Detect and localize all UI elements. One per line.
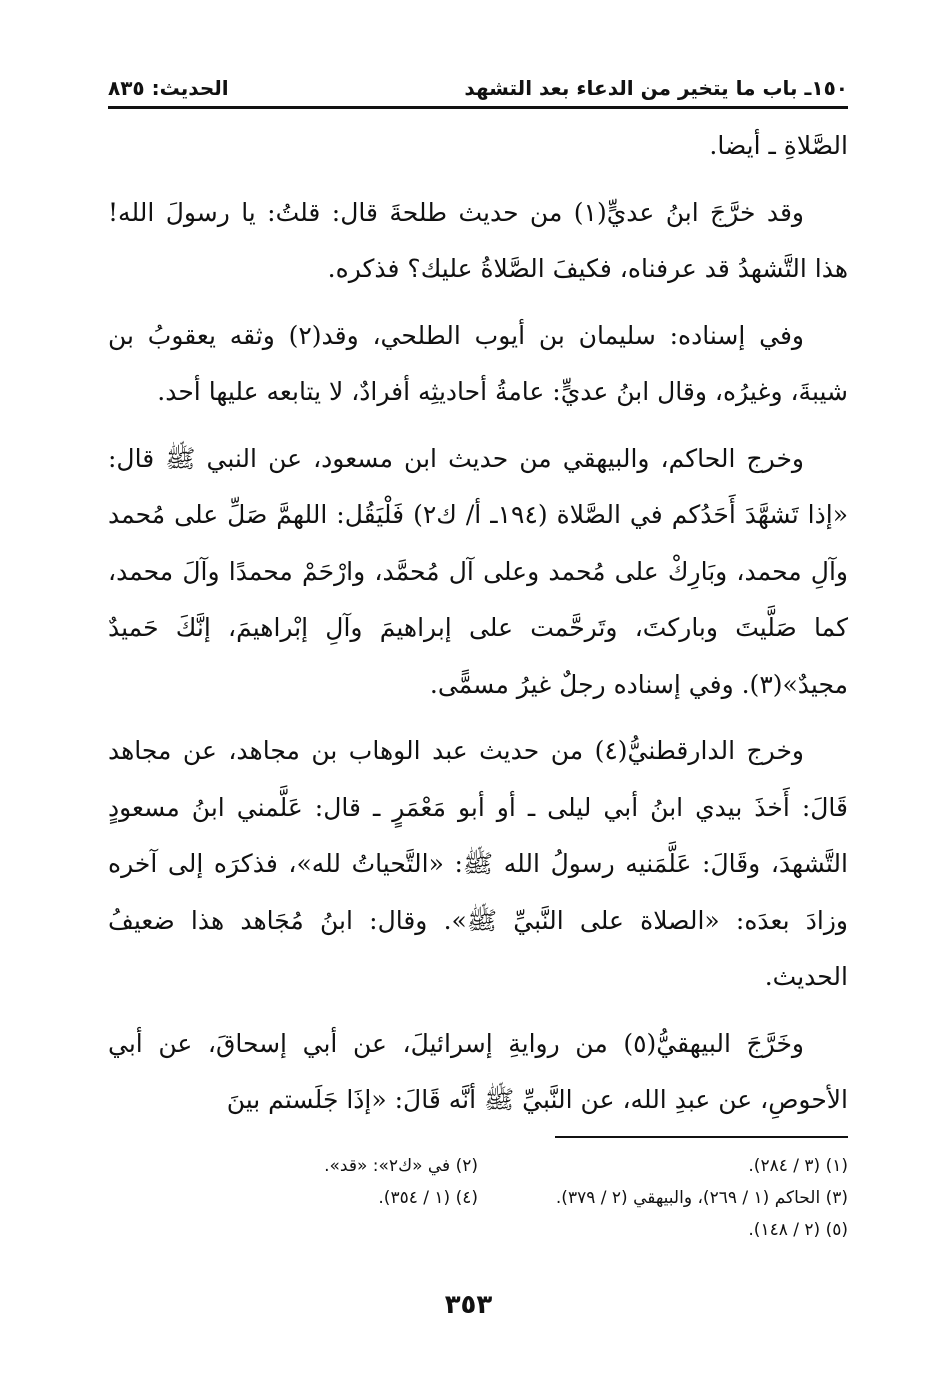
paragraph: وقد خرَّجَ ابنُ عديٍّ(١) من حديث طلحةَ قال: قلتُ: يا رسولَ الله! هذا التَّشهدُ قد عرفناه، فكيفَ الصَّلاةُ عليك؟ فذكره. <box>108 197 848 283</box>
footnote: (٣) الحاكم (١ / ٢٦٩)، والبيهقي (٢ / ٣٧٩). <box>555 1188 848 1208</box>
footnote: (٤) (١ / ٣٥٤). <box>378 1188 478 1208</box>
hadith-number: الحديث: ٨٣٥ <box>108 76 229 100</box>
chapter-title: ١٥٠ـ باب ما يتخير من الدعاء بعد التشهد <box>464 76 848 100</box>
paragraph: وفي إسناده: سليمان بن أيوب الطلحي، وقد(٢) وثقه يعقوبُ بن شيبةَ، وغيرُه، وقال ابنُ عديٍّ: عامةُ أحاديثِه أفرادٌ، لا يتابعه عليها أحد. <box>108 320 848 406</box>
footnote: (٢) في «ك٢»: «قد». <box>324 1156 478 1176</box>
paragraph: وخرج الدارقطنيُّ(٤) من حديث عبد الوهاب بن مجاهد، عن مجاهد قَالَ: أَخذَ بيدي ابنُ أبي ليلى ـ أو أبو مَعْمَرٍ ـ قال: عَلَّمني ابنُ مسعودٍ التَّشهدَ، وقَالَ: عَلَّمَنيه رسولُ الله ﷺ: «التَّحياتُ لله»، فذكرَه إلى آخره وزادَ بعدَه: «الصلاة على النَّبيِّ ﷺ». وقال: ابنُ مُجَاهد هذا ضعيفُ الحديث. <box>108 736 848 991</box>
footnote: (٥) (٢ / ١٤٨). <box>748 1220 848 1240</box>
footnotes <box>108 1150 848 1246</box>
header-divider <box>108 106 848 109</box>
footnote <box>108 1214 478 1246</box>
footnote: (١) (٣ / ٢٨٤). <box>748 1156 848 1176</box>
paragraph: وخَرَّجَ البيهقيُّ(٥) من روايةِ إسرائيلَ، عن أبي إسحاقَ، عن أبي الأحوصِ، عن عبدِ الله، عن النَّبيِّ ﷺ أنَّه قَالَ: «إذَا جَلَستم بينَ <box>108 1028 848 1114</box>
paragraph: الصَّلاةِ ـ أيضا. <box>709 131 848 160</box>
footnote-row <box>108 1182 848 1214</box>
footnote-row <box>108 1150 848 1182</box>
running-header <box>108 70 848 106</box>
paragraph: وخرج الحاكم، والبيهقي من حديث ابن مسعود، عن النبي ﷺ قال: «إذا تَشهَّدَ أَحَدُكم في الصَّلاة (١٩٤ـ أ/ ك٢) فَلْيَقُل: اللهمَّ صَلِّ على مُحمد وآلِ محمد، وبَارِكْ على مُحمد وعلى آل مُحمَّد، وارْحَمْ محمدًا وآلَ محمد، كما صَلَّيتَ وباركتَ، وتَرحَّمت على إبراهيمَ وآلِ إبْراهيمَ، إنَّكَ حَميدٌ مجيدٌ»(٣). وفي إسناده رجلٌ غيرُ مسمًّى. <box>108 443 848 699</box>
main-text <box>108 118 848 1139</box>
page-number: ٣٥٣ <box>444 1290 493 1320</box>
footnote-divider <box>555 1136 848 1138</box>
footnote-row <box>108 1214 848 1246</box>
